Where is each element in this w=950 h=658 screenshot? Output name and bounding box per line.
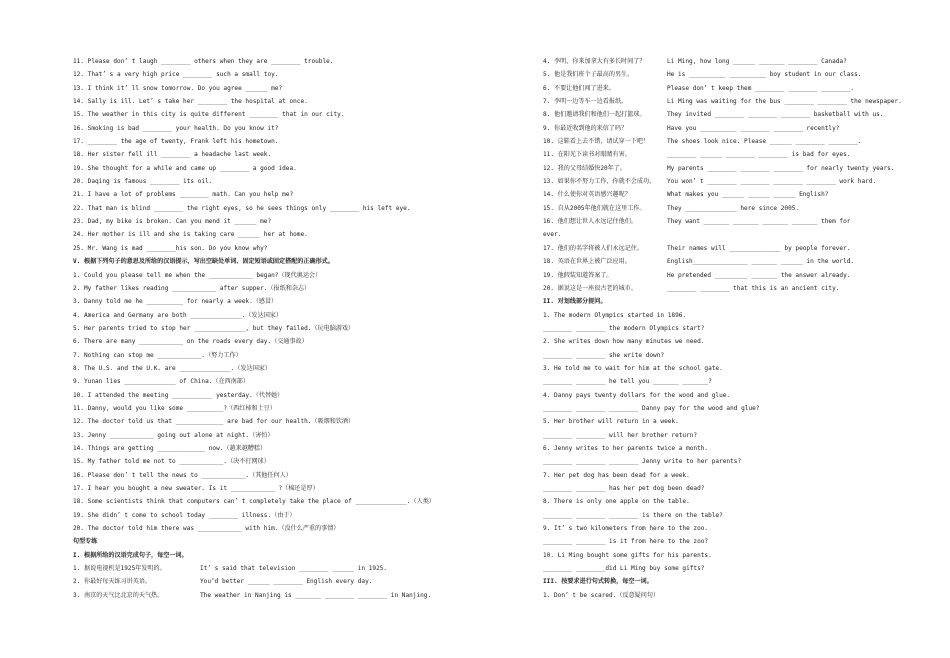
exercise-line [73, 495, 473, 508]
line-text: III. 按要求进行句式转换，每空一词。 [543, 578, 653, 586]
line-text: 8. The U.S. and the U.K. are ______________.（发达国家） [73, 364, 271, 372]
exercise-line [73, 215, 473, 228]
line-text: ________ ________ ________ Jenny write to her parents? [543, 458, 742, 466]
exercise-line [73, 429, 473, 442]
section-heading [543, 575, 893, 588]
chinese-prompt: 11. 在阳光下读书对眼睛有害。 [543, 151, 631, 159]
exercise-line [543, 442, 893, 455]
line-text: 20. The doctor told him there was ____________ with him.（没什么严重的事情） [73, 525, 340, 533]
line-text: 18. Some scientists think that computers can’ t completely take the place of ______________.（人类） [73, 498, 435, 506]
line-text: 1. Don’ t be scared.（反意疑问句） [543, 591, 660, 599]
line-text: 10. I attended the meeting ___________ yesterday.（代替她） [73, 391, 284, 399]
exercise-line [543, 95, 902, 108]
line-text: ________ ________ ________ is there on the table? [543, 511, 723, 519]
line-text: 5. Her brother will return in a week. [543, 418, 679, 426]
line-text: 17. I hear you bought a new sweater. Is it ____________ ?（棉还是厚） [73, 485, 319, 492]
exercise-line [543, 349, 893, 362]
exercise-line [73, 95, 473, 108]
left-column [73, 55, 473, 602]
line-text: ________ ________ ________ Danny pay for the wood and glue? [543, 404, 760, 412]
exercise-line [543, 162, 893, 175]
line-text: V. 根据下列句子的意思及所给的汉语提示，写出空缺处单词、固定短语或固定搭配的正确形式。 [73, 258, 334, 266]
line-text: 11. Please don’ t laugh ________ others when they are ________ trouble. [73, 58, 334, 65]
line-text: 13. I think it’ ll snow tomorrow. Do you agree ______ me? [73, 84, 283, 92]
line-text: 5. Her parents tried to stop her ______________, but they failed.（玩电脑游戏） [73, 324, 355, 332]
line-text: 17. ________ the age of twenty, Frank left his hometown. [73, 138, 279, 146]
exercise-line [73, 68, 473, 81]
line-text: 9. Yunan lies ______________ of China.（在西南部） [73, 378, 249, 386]
line-text: 8. There is only one apple on the table. [543, 498, 690, 506]
exercise-line [73, 482, 473, 495]
exercise-line [543, 188, 893, 201]
line-text: 23. Dad, my bike is broken. Can you mend it ______ me? [73, 218, 272, 226]
line-text: 句型专练 [73, 538, 98, 546]
english-sentence: It’ s said that television ________ ______ in 1925. [200, 565, 388, 573]
english-sentence: My parents ________ ________ ________ for nearly twenty years. [667, 164, 895, 172]
exercise-line [543, 322, 893, 335]
english-sentence: ________ ________ that this is an ancient city. [667, 284, 840, 292]
line-text: 2. My father likes reading ____________ after supper.（报纸和杂志） [73, 284, 311, 292]
section-heading [73, 255, 473, 268]
chinese-prompt: 14. 什么使你对英语感兴趣呢？ [543, 191, 631, 199]
exercise-line [543, 589, 893, 602]
line-text: 19. She thought for a while and came up ________ a good idea. [73, 164, 297, 172]
exercise-line [73, 228, 473, 241]
chinese-prompt: 18. 英语在世界上被广泛应用。 [543, 258, 631, 266]
exercise-line [73, 509, 473, 522]
exercise-line [73, 455, 473, 468]
exercise-line [73, 282, 473, 295]
exercise-line [543, 82, 893, 95]
right-column [543, 55, 902, 602]
exercise-line [543, 228, 893, 241]
line-text: 14. Sally is ill. Let’ s take her ________ the hospital at once. [73, 98, 308, 106]
line-text: 1. The modern Olympics started in 1896. [543, 311, 687, 319]
chinese-prompt: 17. 他们的名字将被人们永远记住。 [543, 244, 643, 252]
line-text: 7. Nothing can stop me ____________.（努力工作） [73, 351, 242, 359]
exercise-line [543, 309, 893, 322]
line-text: ________ ________ he tell you _______ _______? [543, 378, 712, 386]
exercise-line [543, 269, 893, 282]
exercise-line [543, 455, 893, 468]
exercise-line [73, 188, 473, 201]
english-sentence: You won’ t ________ ________ ________ ________ work hard. [667, 178, 877, 186]
exercise-line [73, 295, 473, 308]
exercise-line [73, 335, 473, 348]
exercise-line [543, 415, 893, 428]
exercise-line [543, 522, 893, 535]
chinese-prompt: 19. 他假装知道答案了。 [543, 271, 613, 279]
line-text: 12. The doctor told us that _____________ are bad for our health.（吸烟和饮酒） [73, 418, 355, 426]
line-text: 22. That man is blind ________ the right eyes, so he sees things only ________ his left eye. [73, 204, 411, 212]
chinese-prompt: 13. 如果你不努力工作，你就不会成功。 [543, 178, 656, 186]
exercise-line [73, 389, 473, 402]
exercise-line [543, 68, 893, 81]
exercise-line [73, 442, 473, 455]
section-heading [73, 549, 473, 562]
exercise-line [73, 375, 473, 388]
exercise-line [543, 535, 893, 548]
exercise-line [543, 148, 893, 161]
chinese-prompt: 3. 南京的天气比北京的天气热。 [73, 591, 164, 599]
exercise-line [73, 175, 473, 188]
line-text: 13. Jenny ____________ going out alone at night.（害怕） [73, 431, 274, 439]
line-text: 4. America and Germany are both ______________.（发达国家） [73, 311, 282, 319]
exercise-line [543, 202, 893, 215]
chinese-prompt: 20. 据说这是一座很古老的城市。 [543, 284, 637, 292]
exercise-line [543, 242, 893, 255]
exercise-line [543, 482, 893, 495]
english-sentence: Have you __________ ________ ________ recently? [667, 124, 840, 132]
chinese-prompt: 6. 不要让他们闯了进来。 [543, 84, 615, 92]
line-text: II. 对划线部分提问。 [543, 298, 607, 306]
exercise-line [543, 175, 893, 188]
line-text: 18. Her sister fell ill ________ a headache last week. [73, 151, 272, 159]
exercise-line [73, 108, 473, 121]
exercise-line [543, 495, 893, 508]
line-text: 7. Her pet dog has been dead for a week. [543, 471, 690, 479]
exercise-line [73, 522, 473, 535]
chinese-prompt: 7. 李明一边等车一边看报纸。 [543, 98, 628, 106]
exercise-line [543, 215, 893, 228]
line-text: 24. Her mother is ill and she is taking care ______ her at home. [73, 231, 308, 239]
line-text: 2. She writes down how many minutes we need. [543, 338, 705, 346]
english-sentence: Li Ming was waiting for the bus ________ ________ the newspaper. [667, 98, 902, 106]
exercise-line [73, 362, 473, 375]
line-text: 9. It’ s two kilometers from here to the zoo. [543, 525, 709, 533]
line-text: 19. She didn’ t come to school today ________ illness.（由于） [73, 511, 296, 519]
exercise-line [73, 135, 473, 148]
line-text: ________ ________ the modern Olympics start? [543, 324, 705, 332]
english-sentence: The shoes look nice. Please ______ ________ ________. [667, 138, 862, 146]
line-text: 16. Smoking is bad ________ your health. Do you know it? [73, 124, 279, 132]
english-sentence: They invited ________ ________ ________ basketball with us. [667, 111, 884, 119]
english-sentence: They ______________ here since 2005. [667, 204, 800, 212]
english-sentence: He is __________ __________ boy student in our class. [667, 71, 862, 79]
line-text: 15. My father told me not to ____________.（决不打网球） [73, 458, 270, 466]
exercise-line [543, 389, 893, 402]
english-sentence: ________ ______ ________ ________ is bad for eyes. [667, 151, 851, 159]
line-text: 6. There are many ____________ on the roads every day.（交通事故） [73, 338, 308, 346]
chinese-prompt: 16. 他们想让世人永远记住他们。 [543, 218, 637, 226]
exercise-line [73, 309, 473, 322]
line-text: 16. Please don’ t tell the news to ____________.（其他任何人） [73, 471, 292, 479]
exercise-line [73, 55, 473, 68]
exercise-line [543, 122, 893, 135]
exercise-line [73, 562, 473, 575]
english-sentence: Please don’ t keep them ________ ________ ________. [667, 84, 855, 92]
exercise-line [73, 575, 473, 588]
line-text: 20. Daqing is famous ________ its oil. [73, 178, 213, 186]
line-text: 12. That’ s a very high price ________ such a small toy. [73, 71, 279, 79]
line-text: 6. Jenny writes to her parents twice a month. [543, 444, 709, 452]
line-text: 3. He told me to wait for him at the school gate. [543, 364, 723, 372]
exercise-line [543, 255, 893, 268]
exercise-line [73, 82, 473, 95]
line-text: 3. Danny told me he __________ for nearly a week.（感冒） [73, 298, 278, 306]
line-text: 15. The weather in this city is quite different ________ that in our city. [73, 111, 345, 119]
line-text: ever. [543, 231, 562, 239]
exercise-line [543, 362, 893, 375]
exercise-line [543, 562, 893, 575]
chinese-prompt: 1. 据说电视机是1925年发明的。 [73, 565, 166, 573]
line-text: I. 根据所给的汉语完成句子，每空一词。 [73, 551, 188, 559]
english-sentence: He pretended _________ _______ the answer already. [667, 271, 851, 279]
chinese-prompt: 8. 他们邀请我们和他们一起打篮球。 [543, 111, 646, 119]
english-sentence: They want _______ _______ _______ _______ them for [667, 218, 851, 226]
section-subheading [73, 535, 473, 548]
exercise-line [543, 402, 893, 415]
exercise-line [543, 55, 893, 68]
chinese-prompt: 2. 你最好每天练习讲英语。 [73, 578, 152, 586]
chinese-prompt: 12. 我的父母结婚快20年了。 [543, 164, 626, 172]
exercise-line [543, 509, 893, 522]
exercise-line [543, 469, 893, 482]
exercise-line [543, 429, 893, 442]
english-sentence: English_______________ _______ ______ in the world. [667, 258, 855, 266]
line-text: 21. I have a lot of problems ________ math. Can you help me? [73, 191, 294, 199]
line-text: ________ ________ will her brother return? [543, 431, 698, 439]
english-sentence: What makes you ______ ______ ______ English? [667, 191, 829, 199]
exercise-line [543, 135, 893, 148]
line-text: 11. Danny, would you like some __________?（西红柿和土豆） [73, 404, 276, 412]
exercise-line [73, 122, 473, 135]
english-sentence: You’d better ______ ________ English every day. [200, 578, 373, 586]
chinese-prompt: 4. 李明，你来加拿大有多长时间了？ [543, 58, 646, 65]
exercise-line [73, 148, 473, 161]
exercise-line [73, 589, 473, 602]
chinese-prompt: 5. 他是我们班个子最高的男生。 [543, 71, 634, 79]
exercise-line [73, 349, 473, 362]
chinese-prompt: 15. 自从2005年他们就在这里工作。 [543, 204, 646, 212]
exercise-line [543, 549, 893, 562]
line-text: ________ ________ is it from here to the zoo? [543, 538, 709, 546]
line-text: ________ ________ she write down? [543, 351, 665, 359]
exercise-line [543, 282, 893, 295]
line-text: ________ ________did Li Ming buy some gifts? [543, 565, 705, 573]
chinese-prompt: 9. 你最近收到他的来信了吗？ [543, 124, 628, 132]
exercise-line [543, 335, 893, 348]
section-heading [543, 295, 893, 308]
exercise-line [73, 202, 473, 215]
exercise-line [543, 375, 893, 388]
exercise-line [73, 402, 473, 415]
line-text: 14. Things are getting _____________ now.（越来越糟糕） [73, 444, 267, 452]
exercise-line [73, 469, 473, 482]
line-text: 1. Could you please tell me when the ____________ began?（现代奥运会） [73, 271, 322, 279]
exercise-line [73, 415, 473, 428]
english-sentence: The weather in Nanjing is _______ ________ ________ in Nanjing. [200, 591, 432, 599]
exercise-line [543, 108, 893, 121]
exercise-line [73, 269, 473, 282]
english-sentence: Li Ming, how long ______ _______ ________ Canada? [667, 58, 847, 65]
english-sentence: Their names will ______________ by people forever. [667, 244, 851, 252]
line-text: ________ ________ has her pet dog been dead? [543, 485, 705, 492]
exercise-line [73, 242, 473, 255]
line-text: 4. Danny pays twenty dollars for the wood and glue. [543, 391, 731, 399]
exercise-line [73, 162, 473, 175]
line-text: 10. Li Ming bought some gifts for his parents. [543, 551, 712, 559]
exercise-line [73, 322, 473, 335]
chinese-prompt: 10. 这鞋看上去不错，请试穿一下吧！ [543, 138, 650, 146]
line-text: 25. Mr. Wang is mad ________his son. Do you know why? [73, 244, 268, 252]
